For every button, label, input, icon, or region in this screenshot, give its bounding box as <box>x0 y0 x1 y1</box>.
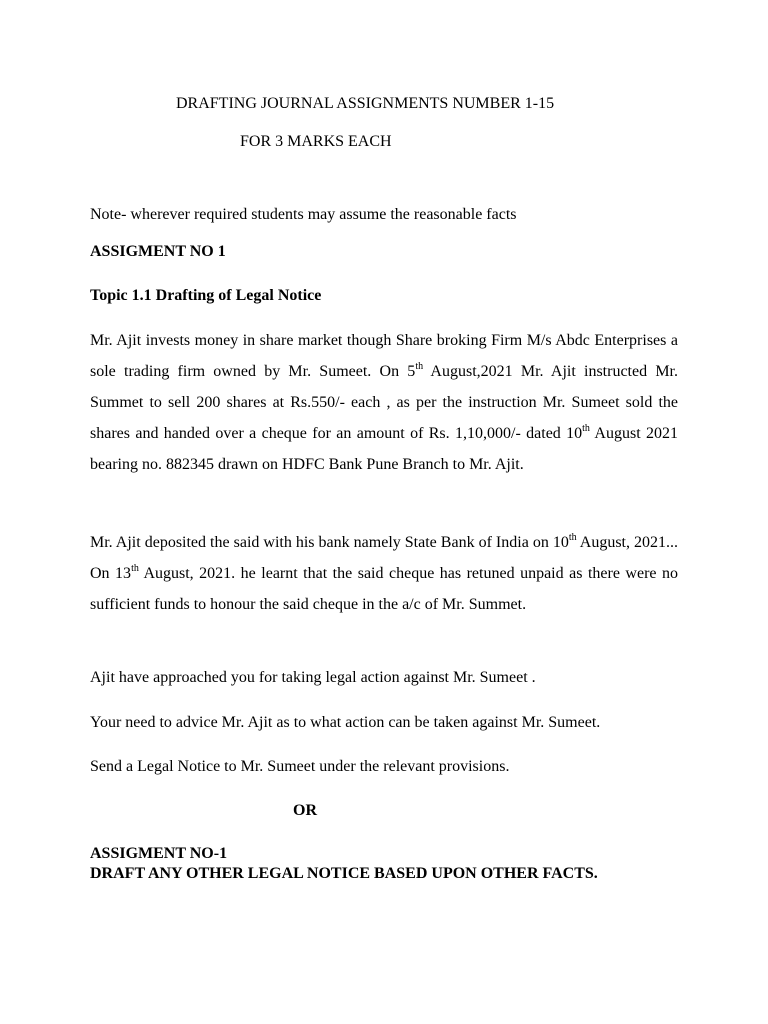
or-separator: OR <box>293 802 317 819</box>
document-subtitle: FOR 3 MARKS EACH <box>240 133 392 150</box>
ordinal-suffix: th <box>568 532 577 543</box>
ordinal-suffix: th <box>415 361 424 372</box>
document-title: DRAFTING JOURNAL ASSIGNMENTS NUMBER 1-15 <box>176 95 555 112</box>
facts-paragraph-2 <box>90 527 678 620</box>
para1-text-3: August 2021 bearing no. 882345 drawn on HDFC Bank Pune Branch to Mr. Ajit. <box>90 425 678 473</box>
facts-paragraph-5: Send a Legal Notice to Mr. Sumeet under the relevant provisions. <box>90 758 510 775</box>
para1-text-1: Mr. Ajit invests money in share market though Share broking Firm M/s Abdc Enterprises a sole trading firm owned by Mr. Sumeet. On 5 <box>90 332 678 380</box>
assignment-heading: ASSIGMENT NO 1 <box>90 243 226 260</box>
topic-heading: Topic 1.1 Drafting of Legal Notice <box>90 287 322 304</box>
assignment-heading-2: ASSIGMENT NO-1 <box>90 845 228 862</box>
ordinal-suffix: th <box>131 563 139 574</box>
para2-text-1: Mr. Ajit deposited the said with his bank namely State Bank of India on 10 <box>90 534 569 551</box>
facts-paragraph-1 <box>90 325 678 480</box>
facts-paragraph-3: Ajit have approached you for taking legal action against Mr. Sumeet . <box>90 669 536 686</box>
ordinal-suffix: th <box>582 423 590 434</box>
facts-paragraph-4: Your need to advice Mr. Ajit as to what action can be taken against Mr. Sumeet. <box>90 714 601 731</box>
note-text: Note- wherever required students may assume the reasonable facts <box>90 206 517 223</box>
final-instruction: DRAFT ANY OTHER LEGAL NOTICE BASED UPON OTHER FACTS. <box>90 865 598 882</box>
para2-text-2: August, 2021... On 13 <box>90 534 679 582</box>
para2-text-3: August, 2021. he learnt that the said cheque has retuned unpaid as there were no sufficient funds to honour the said cheque in the a/c of Mr. Summet. <box>90 565 678 613</box>
para1-text-2: August,2021 Mr. Ajit instructed Mr. Summet to sell 200 shares at Rs.550/- each , as per the instruction Mr. Sumeet sold the shares and handed over a cheque for an amount of Rs. 1,10,000/- dated 10 <box>90 363 679 442</box>
